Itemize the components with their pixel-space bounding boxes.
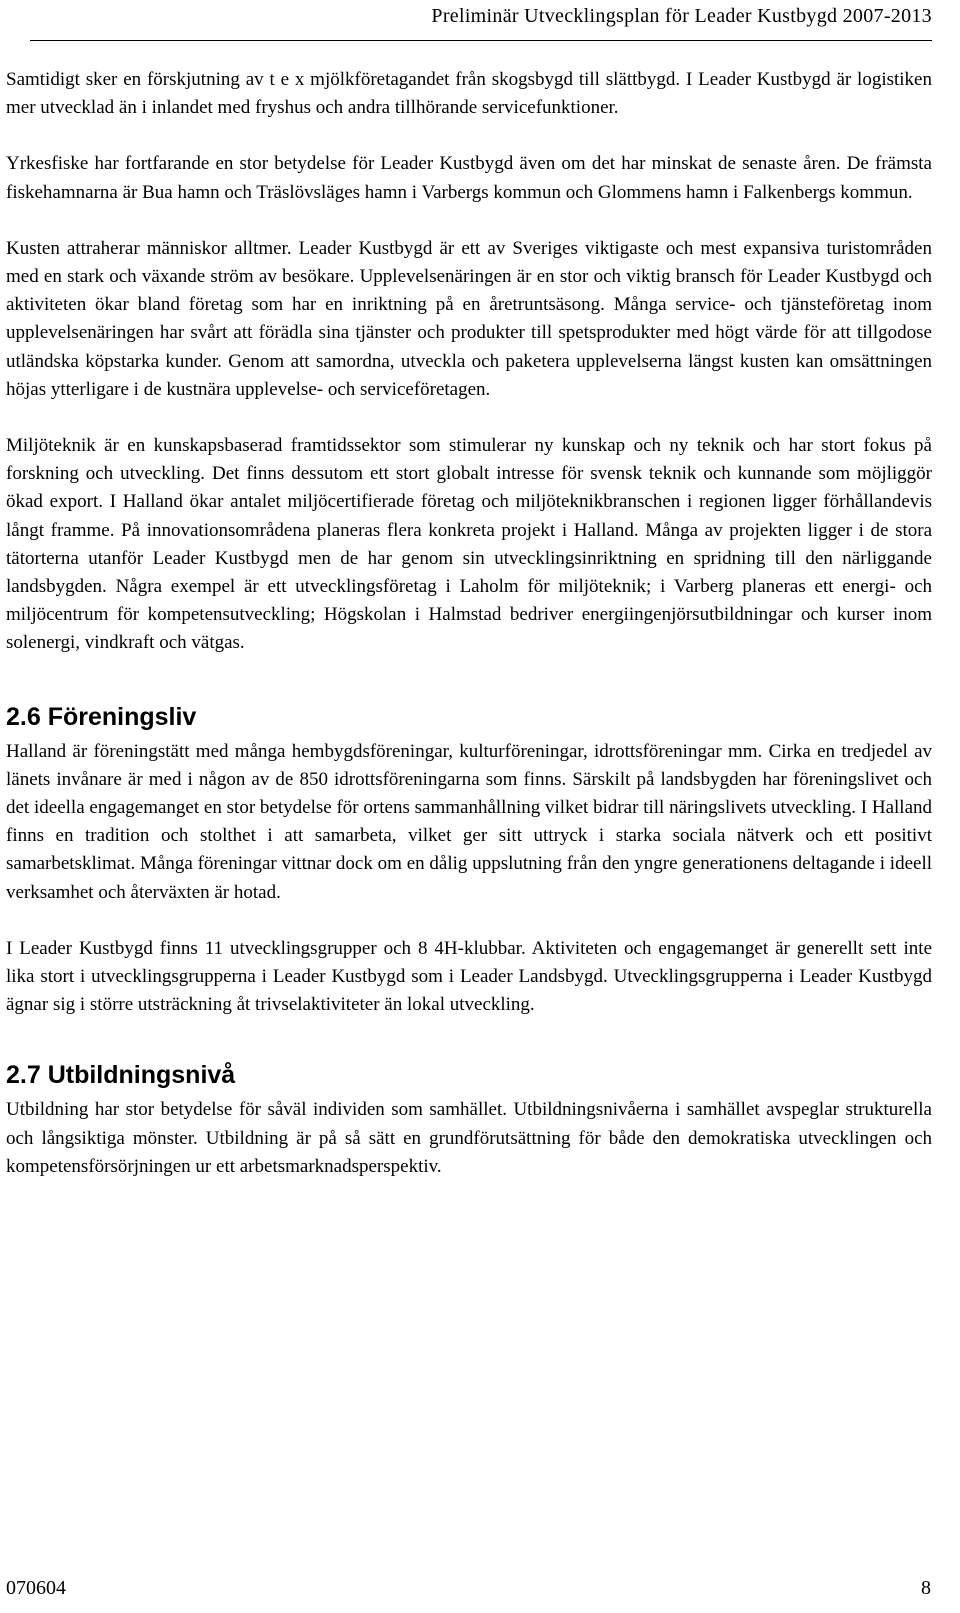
footer-date: 070604 [6,1577,66,1599]
paragraph-foreningsliv: Halland är föreningstätt med många hembygdsföreningar, kulturföreningar, idrottsföreningar mm. Cirka en tredjedel av länets invånare är med i någon av de 850 idrottsföreningarna som finns. Särskilt på landsbygden har föreningslivet och det ideella engagemanget en stor betydelse för ortens sammanhållning vilket bidrar till näringslivets utveckling. I Halland finns en tradition och stolthet i att samarbeta, vilket ger sitt uttryck i starka sociala nätverk och ett positivt samarbetsklimat. Många föreningar vittnar dock om en dålig uppslutning från den yngre generationens deltagande i ideell verksamhet och återväxten är hotad. [6,740,932,903]
document-body [6,66,932,1181]
section-heading-utbildningsniva: 2.7 Utbildningsnivå [6,1061,236,1090]
paragraph-mjolkforetagandet: Samtidigt sker en förskjutning av t e x mjölkföretagandet från skogsbygd till slättbygd. I Leader Kustbygd är logistiken mer utvecklad än i inlandet med fryshus och andra tillhörande servicefunktioner. [6,69,932,119]
paragraph-utbildning: Utbildning har stor betydelse för såväl individen som samhället. Utbildningsnivåerna i samhället avspeglar strukturella och långsiktiga mönster. Utbildning är på så sätt en grundförutsättning för både den demokratiska utvecklingen och kompetensförsörjningen ur ett arbetsmarknadsperspektiv. [6,1099,932,1177]
section-heading-foreningsliv: 2.6 Föreningsliv [6,702,197,731]
paragraph-yrkesfiske: Yrkesfiske har fortfarande en stor betydelse för Leader Kustbygd även om det har minskat de senaste åren. De främsta fiskehamnarna är Bua hamn och Träslövsläges hamn i Varbergs kommun och Glommens hamn i Falkenbergs kommun. [6,153,932,203]
paragraph-miljoteknik: Miljöteknik är en kunskapsbaserad framtidssektor som stimulerar ny kunskap och ny teknik och har stort fokus på forskning och utveckling. Det finns dessutom ett stort globalt intresse för svensk teknik och kunnande som möjliggör ökad export. I Halland ökar antalet miljöcertifierade företag och miljöteknikbranschen i regionen ligger förhållandevis långt framme. På innovationsområdena planeras flera konkreta projekt i Halland. Många av projekten ligger i de stora tätorterna utanför Leader Kustbygd men de har genom sin utvecklingsinriktning en spridning till den närliggande landsbygden. Några exempel är ett utvecklingsföretag i Laholm för miljöteknik; i Varberg planeras ett energi- och miljöcentrum för kompetensutveckling; Högskolan i Halmstad bedriver energiingenjörsutbildningar och kurser inom solenergi, vindkraft och vätgas. [6,435,932,654]
page-number: 8 [921,1577,931,1599]
header-rule [30,40,932,41]
running-header: Preliminär Utvecklingsplan för Leader Kustbygd 2007-2013 [431,5,932,27]
paragraph-turism: Kusten attraherar människor alltmer. Leader Kustbygd är ett av Sveriges viktigaste och mest expansiva turistområden med en stark och växande ström av besökare. Upplevelsenäringen är en stor och viktig bransch för Leader Kustbygd och aktiviteten ökar bland företag som har en inriktning på en åretruntsäsong. Många service- och tjänsteföretag inom upplevelsenäringen har svårt att förädla sina tjänster och produkter till spetsprodukter med högt värde för att tillgodose utländska köpstarka kunder. Genom att samordna, utveckla och paketera upplevelserna längst kusten kan omsättningen höjas ytterligare i de kustnära upplevelse- och serviceföretagen. [6,237,932,400]
paragraph-utvecklingsgrupper: I Leader Kustbygd finns 11 utvecklingsgrupper och 8 4H-klubbar. Aktiviteten och engagemanget är generellt sett inte lika stort i utvecklingsgrupperna i Leader Kustbygd som i Leader Landsbygd. Utvecklingsgrupperna i Leader Kustbygd ägnar sig i större utsträckning åt trivselaktiviteter än lokal utveckling. [6,937,932,1016]
